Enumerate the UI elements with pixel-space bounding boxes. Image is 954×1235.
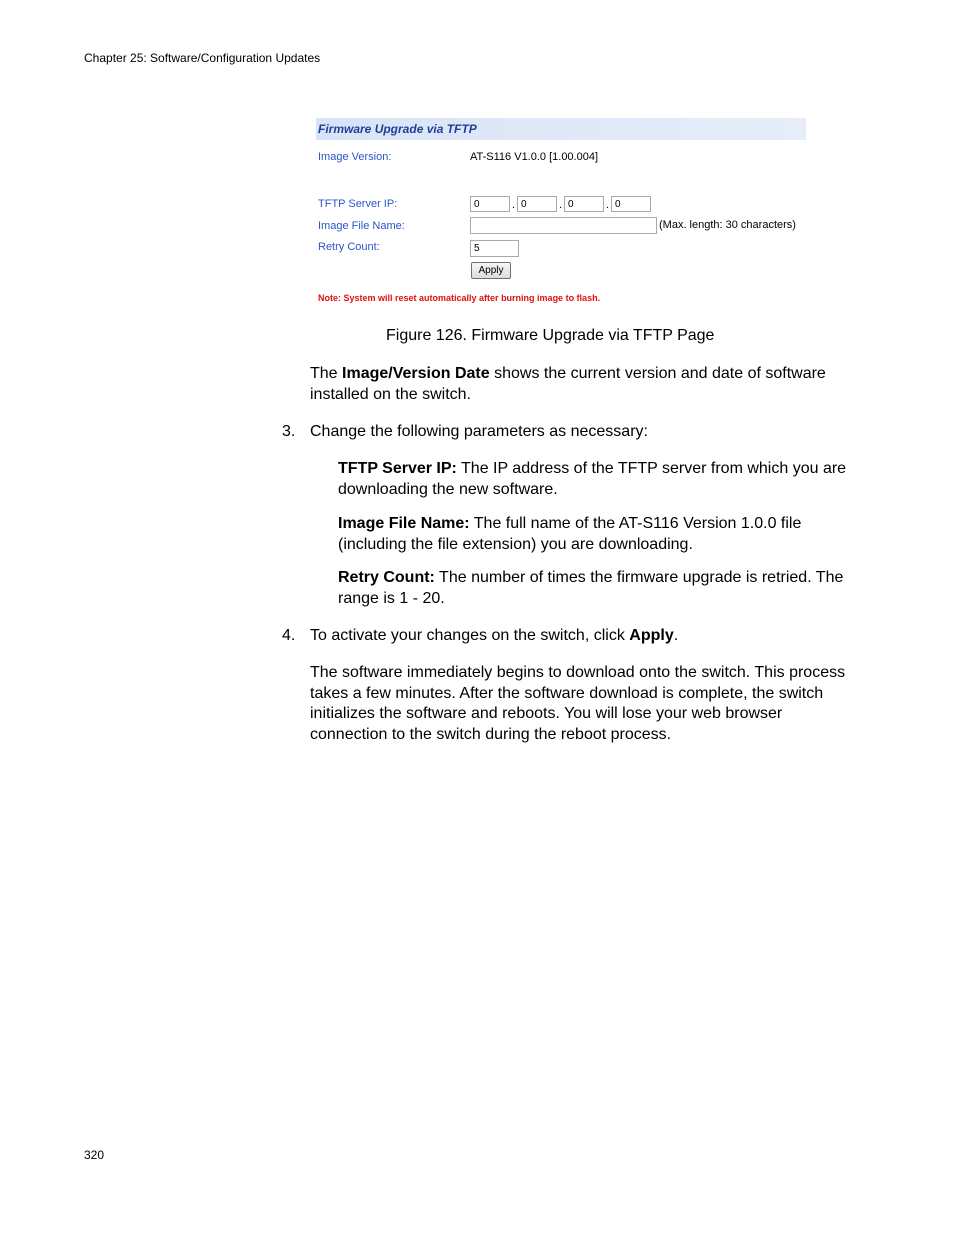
ip-octet-3-input[interactable]: 0 (564, 196, 604, 212)
retry-count-input[interactable]: 5 (470, 240, 519, 257)
apply-button[interactable]: Apply (471, 262, 511, 279)
text: The number of times the firmware upgrade is retried. The range is 1 - 20. (338, 569, 844, 607)
image-file-name-label: Image File Name: (318, 220, 405, 232)
image-version-value: AT-S116 V1.0.0 [1.00.004] (470, 151, 599, 163)
step-number: 3. (282, 423, 296, 440)
tftp-server-ip-description (338, 459, 853, 500)
text: . (673, 627, 679, 644)
bold-term: Retry Count: (338, 569, 435, 586)
step-4-text (310, 626, 850, 647)
ip-dot: . (512, 199, 516, 211)
firmware-upgrade-panel (316, 118, 806, 310)
figure-caption: Figure 126. Firmware Upgrade via TFTP Page (386, 327, 715, 344)
text: shows the current version and date of software installed on the switch. (310, 365, 826, 403)
text: To activate your changes on the switch, click (310, 627, 630, 644)
retry-count-description (338, 568, 853, 609)
image-version-paragraph (310, 364, 850, 405)
ip-dot: . (606, 199, 610, 211)
ip-octet-2-input[interactable]: 0 (517, 196, 557, 212)
ip-dot: . (559, 199, 563, 211)
text: The (310, 365, 343, 382)
download-paragraph: The software immediately begins to download onto the switch. This process takes a few minutes. After the software download is complete, the switch initializes the software and reboots. You will lose your web browser connection to the switch during the reboot process. (310, 664, 846, 743)
image-file-name-input[interactable] (470, 217, 657, 234)
step-3-text: Change the following parameters as necessary: (310, 423, 648, 440)
retry-count-label: Retry Count: (318, 241, 380, 253)
panel-title: Firmware Upgrade via TFTP (316, 118, 806, 140)
ip-octet-1-input[interactable]: 0 (470, 196, 510, 212)
image-file-name-description (338, 514, 853, 555)
bold-term: Image File Name: (338, 515, 470, 532)
max-length-hint: (Max. length: 30 characters) (659, 219, 796, 231)
page-number: 320 (84, 1148, 105, 1162)
ip-octet-4-input[interactable]: 0 (611, 196, 651, 212)
reset-note: Note: System will reset automatically after burning image to flash. (318, 293, 601, 303)
bold-term: TFTP Server IP: (338, 460, 457, 477)
bold-term: Apply (629, 627, 674, 644)
image-version-label: Image Version: (318, 151, 392, 163)
tftp-server-ip-label: TFTP Server IP: (318, 198, 398, 210)
step-number: 4. (282, 627, 296, 644)
text: The full name of the AT-S116 Version 1.0.0 file (including the file extension) you are downloading. (338, 515, 802, 553)
running-header: Chapter 25: Software/Configuration Updates (84, 51, 321, 65)
bold-term: Image/Version Date (342, 365, 490, 382)
text: The IP address of the TFTP server from which you are downloading the new software. (338, 460, 847, 498)
